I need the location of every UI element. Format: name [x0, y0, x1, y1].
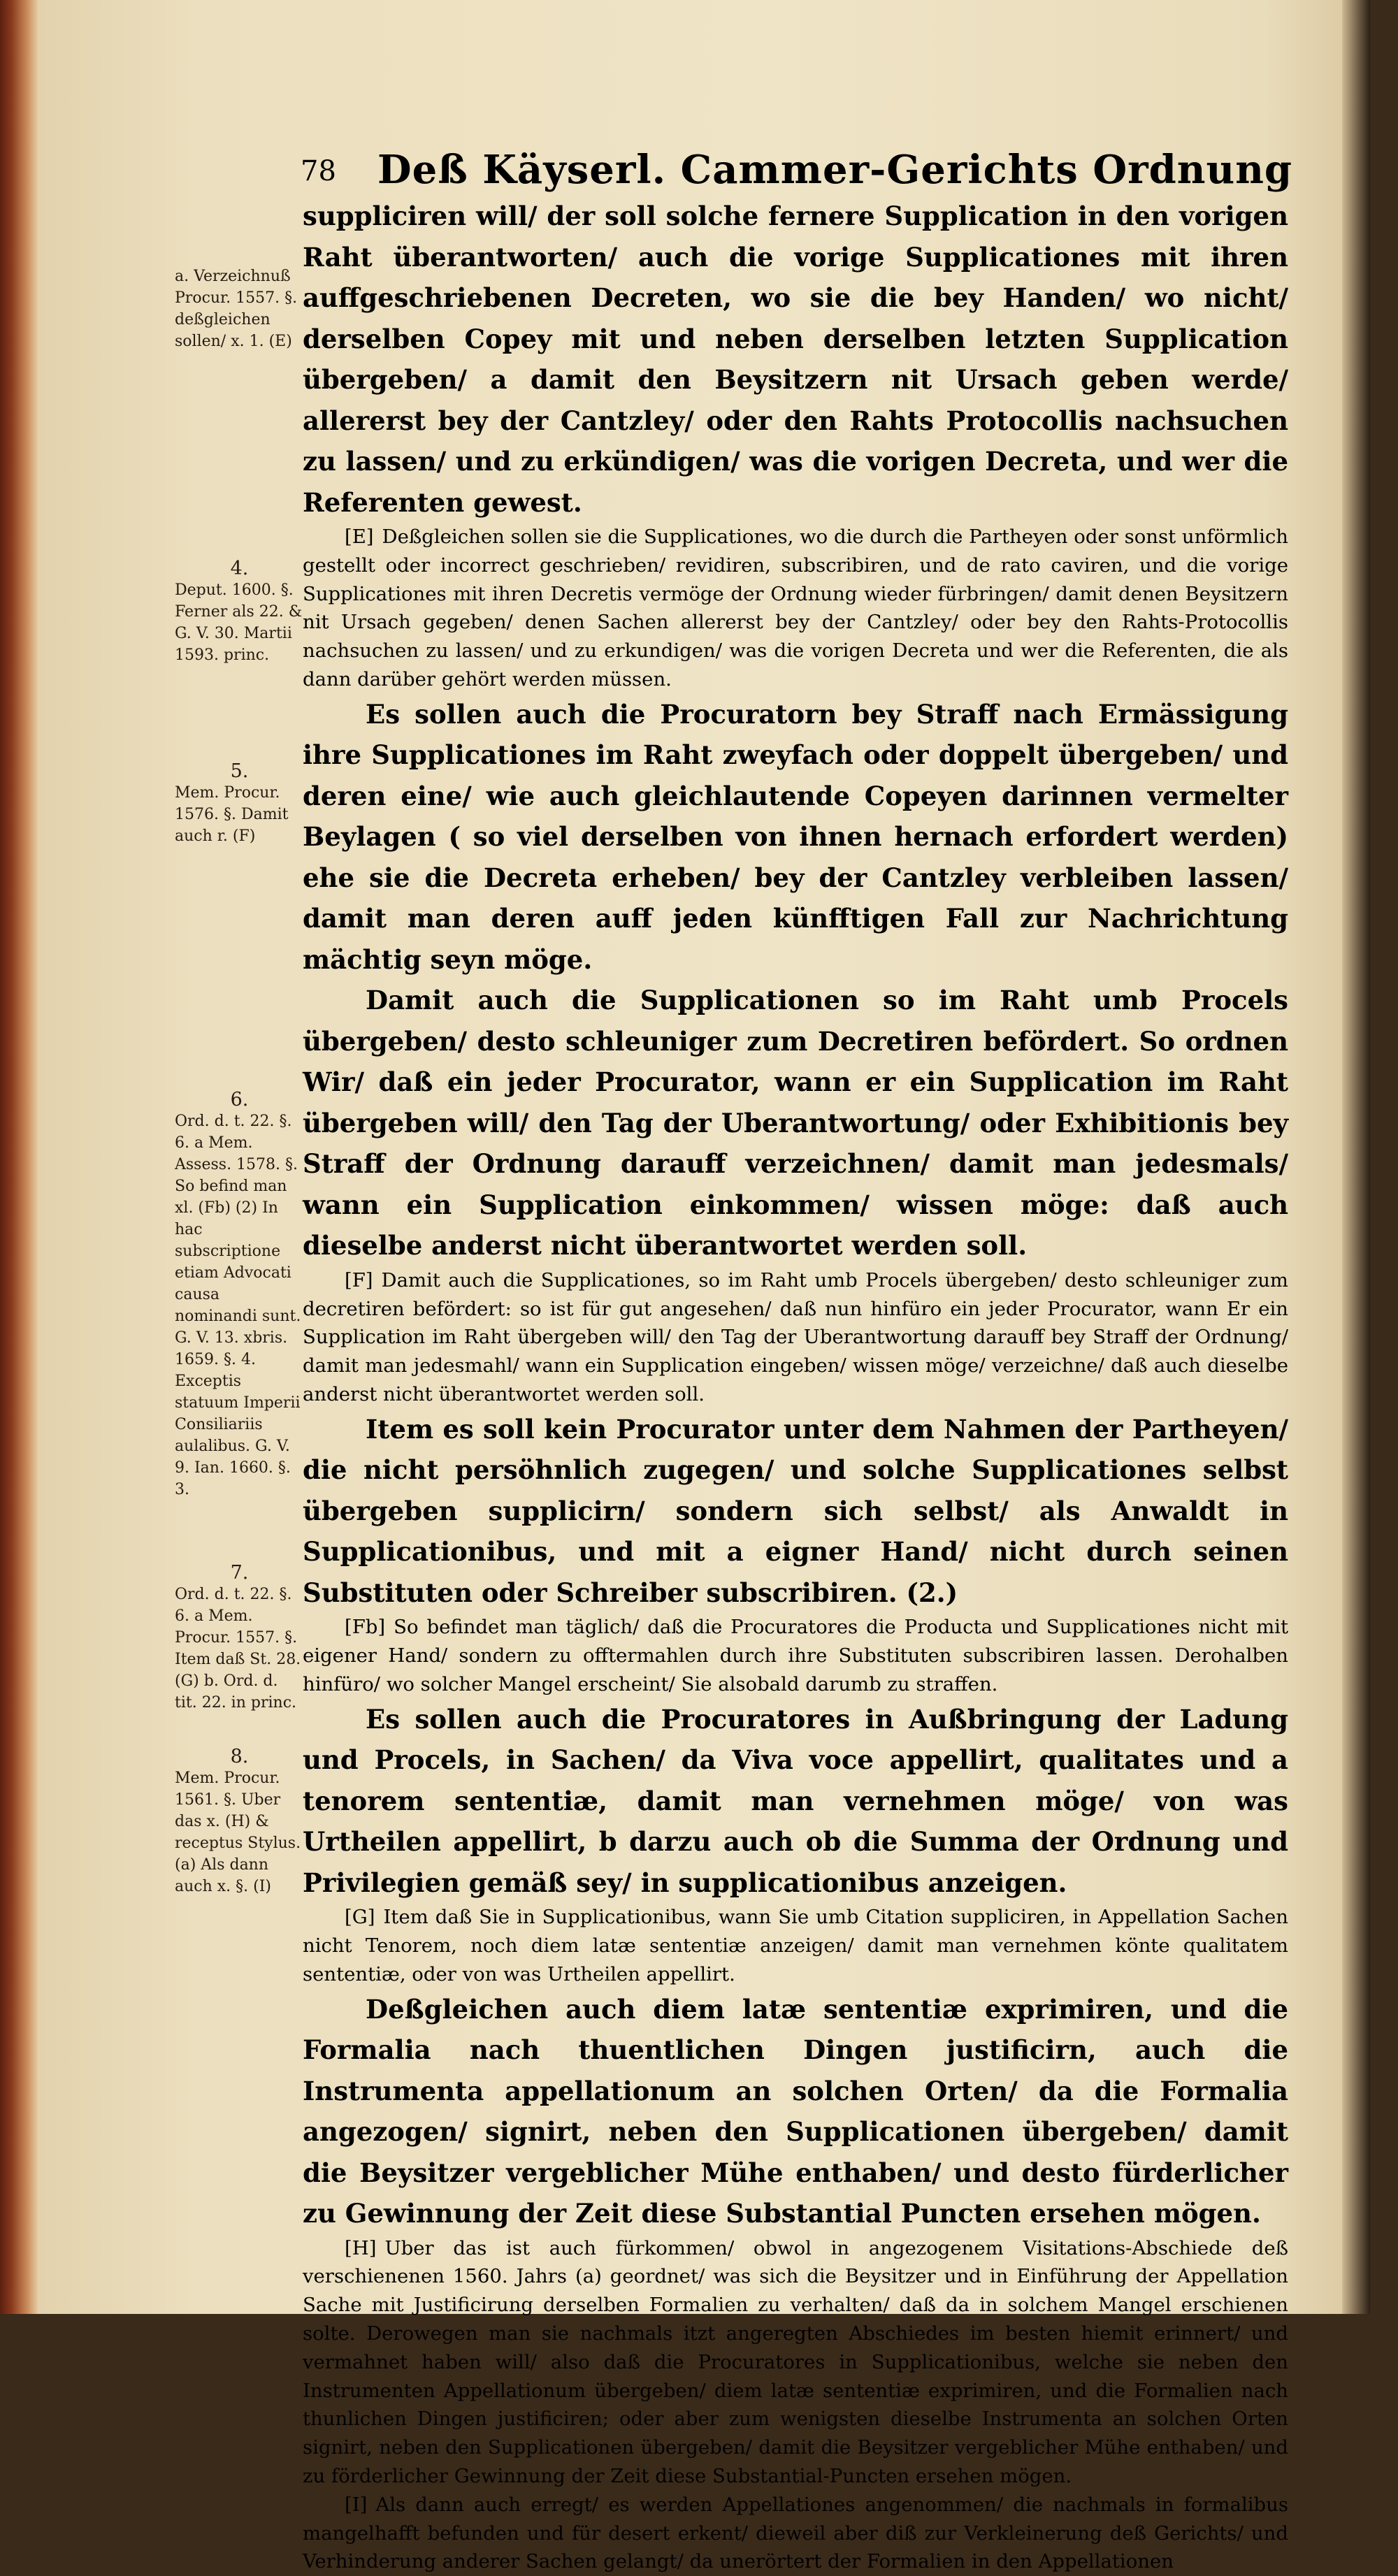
margin-note	[175, 266, 304, 352]
commentary-text: Als dann auch erregt/ es werden Appellationes angenommen/ die nachmals in formalibus mangelhafft befunden und für desert erkent/ dieweil aber diß zur Verkleinerung deß Gerichts/ und Verhinderung anderer Sachen gelangt/ da unerörtert der Formalien in den Appellationen	[303, 2493, 1288, 2573]
margin-note-number: 8.	[230, 1746, 249, 1767]
commentary-text: Item daß Sie in Supplicationibus, wann Sie umb Citation suppliciren, in Appellation Sachen nicht Tenorem, noch diem latæ sententiæ anzeigen/ damit man vernehmen könte qualitatem sententiæ, oder von was Urtheilen appellirt.	[303, 1906, 1288, 1985]
paragraph-6: Item es soll kein Procurator unter dem Nahmen der Partheyen/ die nicht persöhnlich zugegen/ und solche Supplicationes selbst übergeben supplicirn/ sondern sich selbst/ als Anwaldt in Supplicationibus, und mit a eigner Hand/ nicht durch seinen Substituten oder Schreiber subscribiren. (2.)	[303, 1413, 1288, 1608]
margin-note-number: 7.	[230, 1562, 249, 1584]
page-edge	[1342, 0, 1370, 2314]
commentary-tag: [H]	[345, 2236, 377, 2259]
commentary-paragraph-f	[303, 1266, 1288, 1409]
margin-note	[175, 1562, 304, 1714]
margin-note	[175, 760, 304, 847]
margin-note-text: Ord. d. t. 22. §. 6. a Mem. Assess. 1578. §. So befind man xl. (Fb) (2) In hac subscriptione etiam Advocati causa nominandi sunt. G. V. 13. xbris. 1659. §. 4. Exceptis statuum Imperii Consiliariis aulalibus. G. V. 9. Ian. 1660. §. 3.	[175, 1113, 301, 1498]
margin-notes-column	[175, 196, 304, 2083]
margin-note-text: Deput. 1600. §. Ferner als 22. & G. V. 30. Martii 1593. princ.	[175, 581, 303, 664]
commentary-text: Uber das ist auch fürkommen/ obwol in angezogenem Visitations-Abschiede deß verschienenen 1560. Jahrs (a) geordnet/ was sich die Beysitzer und in Einführung der Appellation Sache mit Justificirung derselben Formalien zu verhalten/ daß da in solchem Mangel erschienen solte. Derowegen man sie nachmals itzt angeregten Abschiedes im besten hiemit erinnert/ und vermahnet haben will/ also daß die Procuratores in Supplicationibus, welche sie neben den Instrumenten Appellationum übergeben/ diem latæ sententiæ exprimiren, und die Formalien nach thunlichen Dingen justificiren; oder aber zum wenigsten dieselbe Instrumenta an solchen Orten signirt, neben den Supplicationen übergeben/ damit die Beysitzer vergeblicher Mühe enthaben/ und zu förderlicher Gewinnung der Zeit diese Substantial-Puncten ersehen mögen.	[303, 2236, 1288, 2487]
margin-note-number: 4.	[230, 558, 249, 579]
commentary-text: Deßgleichen sollen sie die Supplicationes, wo die durch die Partheyen oder sonst unförmlich gestellt oder incorrect geschrieben/ revidiren, subscribiren, und de rato caviren, und die vorige Supplicationes mit ihren Decretis vermöge der Ordnung wieder fürbringen/ damit denen Beysitzern nit Ursach gegeben/ denen Sachen allererst bey der Cantzley/ oder bey den Rahts-Protocollis nachsuchen zu lassen/ und zu erkundigen/ was die vorigen Decreta und wer die Referenten, die als dann darüber gehört werden müssen.	[303, 526, 1288, 690]
page-number: 78	[301, 155, 336, 187]
margin-note	[175, 1746, 304, 1897]
margin-note	[175, 1089, 304, 1500]
margin-note-text: Mem. Procur. 1576. §. Damit auch r. (F)	[175, 784, 289, 845]
margin-note-text: Ord. d. t. 22. §. 6. a Mem. Procur. 1557. §. Item daß St. 28. (G) b. Ord. d. tit. 22. in princ.	[175, 1586, 301, 1712]
page-header	[301, 147, 1293, 196]
commentary-tag: [G]	[345, 1906, 375, 1929]
commentary-text: So befindet man täglich/ daß die Procuratores die Producta und Supplicationes nicht mit eigener Hand/ sondern zu offtermahlen durch ihre Substituten subscribiren lassen. Derohalben hinfüro/ wo solcher Mangel erscheint/ Sie alsobald darumb zu straffen.	[303, 1616, 1288, 1695]
margin-note-number: 6.	[230, 1089, 249, 1110]
main-text-column	[303, 196, 1288, 2573]
commentary-paragraph-e	[303, 523, 1288, 694]
paragraph-continuation: suppliciren will/ der soll solche fernere Supplication in den vorigen Raht überantworten/ auch die vorige Supplicationes mit ihren auffgeschriebenen Decreten, wo sie die bey Handen/ wo nicht/ derselben Copey mit und neben derselben letzten Supplication übergeben/ a damit den Beysitzern nit Ursach geben werde/ allererst bey der Cantzley/ oder den Rahts Protocollis nachsuchen zu lassen/ und zu erkündigen/ was die vorigen Decreta, und wer die Referenten gewest.	[303, 201, 1288, 518]
commentary-paragraph-i	[303, 2491, 1288, 2576]
commentary-tag: [F]	[345, 1268, 373, 1291]
commentary-tag: [Fb]	[345, 1616, 386, 1639]
margin-note-text: a. Verzeichnuß Procur. 1557. §. deßgleichen sollen/ x. 1. (E)	[175, 268, 298, 350]
margin-note	[175, 558, 304, 666]
book-spine	[0, 0, 38, 2314]
commentary-paragraph-fb	[303, 1613, 1288, 1698]
commentary-paragraph-h	[303, 2234, 1288, 2491]
margin-note-text: Mem. Procur. 1561. §. Uber das x. (H) & receptus Stylus. (a) Als dann auch x. §. (I)	[175, 1770, 301, 1895]
paragraph-8: Deßgleichen auch diem latæ sententiæ exprimiren, und die Formalia nach thuentlichen Dingen justificirn, auch die Instrumenta appellationum an solchen Orten/ da die Formalia angezogen/ signirt, neben den Supplicationen übergeben/ damit die Beysitzer vergeblicher Mühe enthaben/ und desto fürderlicher zu Gewinnung der Zeit diese Substantial Puncten ersehen mögen.	[303, 1993, 1288, 2229]
margin-note-number: 5.	[230, 760, 249, 782]
commentary-text: Damit auch die Supplicationes, so im Raht umb Procels übergeben/ desto schleuniger zum decretiren befördert: so ist für gut angesehen/ daß nun hinfüro ein jeder Procurator, wann Er ein Supplication im Raht übergeben will/ den Tag der Uberantwortung darauff bey Straff der Ordnung/ damit man jedesmahl/ wann ein Supplication eingeben/ wissen möge/ verzeichne/ daß auch dieselbe anderst nicht überantwortet werden soll.	[303, 1268, 1288, 1405]
commentary-tag: [E]	[345, 526, 374, 548]
commentary-tag: [I]	[345, 2493, 368, 2516]
paragraph-7: Es sollen auch die Procuratores in Außbringung der Ladung und Procels, in Sachen/ da Viva voce appellirt, qualitates und a tenorem sententiæ, damit man vernehmen möge/ von was Urtheilen appellirt, b darzu auch ob die Summa der Ordnung und Privilegien gemäß sey/ in supplicationibus anzeigen.	[303, 1703, 1288, 1898]
paragraph-5: Damit auch die Supplicationen so im Raht umb Procels übergeben/ desto schleuniger zum Decretiren befördert. So ordnen Wir/ daß ein jeder Procurator, wann er ein Supplication im Raht übergeben will/ den Tag der Uberantwortung/ oder Exhibitionis bey Straff der Ordnung darauff verzeichnen/ damit man jedesmals/ wann ein Supplication einkommen/ wissen möge: daß auch dieselbe anderst nicht überantwortet werden soll.	[303, 985, 1288, 1261]
paragraph-4: Es sollen auch die Procuratorn bey Straff nach Ermässigung ihre Supplicationes im Raht zweyfach oder doppelt übergeben/ und deren eine/ wie auch gleichlautende Copeyen darinnen vermelter Beylagen ( so viel derselben von ihnen hernach erfordert werden) ehe sie die Decreta erheben/ bey der Cantzley verbleiben lassen/ damit man deren auff jeden künfftigen Fall zur Nachrichtung mächtig seyn möge.	[303, 698, 1288, 975]
commentary-paragraph-g	[303, 1903, 1288, 1988]
running-head: Deß Käyserl. Cammer-Gerichts Ordnung	[377, 147, 1293, 193]
